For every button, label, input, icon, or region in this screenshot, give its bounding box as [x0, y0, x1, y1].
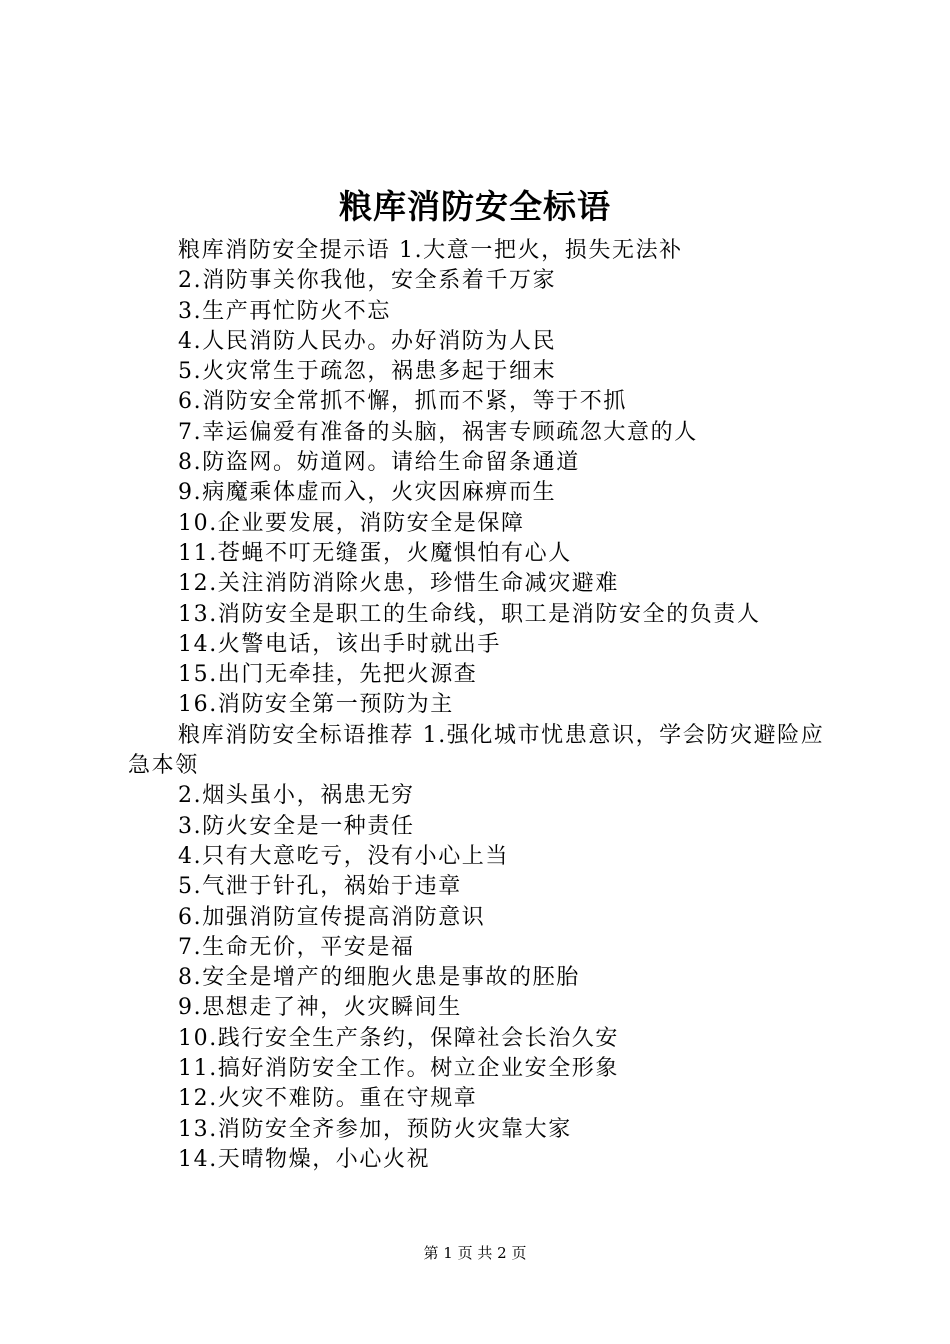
list-item: 12.火灾不难防。重在守规章: [178, 1086, 478, 1112]
list-item: 6.消防安全常抓不懈，抓而不紧，等于不抓: [178, 389, 627, 415]
list-item: 12.关注消防消除火患，珍惜生命减灾避难: [178, 571, 619, 597]
list-item: 7.生命无价，平安是福: [178, 934, 415, 960]
list-item: 10.践行安全生产条约，保障社会长治久安: [178, 1025, 619, 1051]
list-item: 10.企业要发展，消防安全是保障: [178, 510, 525, 536]
list-item: 4.只有大意吃亏，没有小心上当: [178, 843, 509, 869]
list-item: 5.气泄于针孔，祸始于违章: [178, 874, 462, 900]
page-title: 粮库消防安全标语: [339, 187, 611, 226]
list-item: 13.消防安全是职工的生命线，职工是消防安全的负责人: [178, 601, 761, 627]
list-item: 粮库消防安全提示语 1.大意一把火，损失无法补: [178, 238, 683, 263]
list-item: 7.幸运偏爱有准备的头脑，祸害专顾疏忽大意的人: [178, 419, 698, 445]
document-body: [128, 236, 838, 1175]
list-item: 6.加强消防宣传提高消防意识: [178, 904, 486, 930]
list-item: 9.病魔乘体虚而入，火灾因麻痹而生: [178, 480, 557, 506]
list-item: 14.火警电话，该出手时就出手: [178, 631, 501, 657]
list-item: 8.安全是增产的细胞火患是事故的胚胎: [178, 965, 580, 991]
list-item: 2.烟头虽小，祸患无穷: [178, 783, 415, 809]
list-item: 8.防盗网。妨道网。请给生命留条通道: [178, 450, 580, 476]
list-item: 11.搞好消防安全工作。树立企业安全形象: [178, 1056, 619, 1082]
list-item: 13.消防安全齐参加，预防火灾靠大家: [178, 1116, 572, 1142]
list-item: 5.火灾常生于疏忽，祸患多起于细末: [178, 359, 557, 385]
list-item: 4.人民消防人民办。办好消防为人民: [178, 328, 557, 354]
list-item: 2.消防事关你我他，安全系着千万家: [178, 268, 557, 294]
page-footer: 第 1 页 共 2 页: [423, 1244, 527, 1262]
list-item: 3.防火安全是一种责任: [178, 813, 415, 839]
list-item: 16.消防安全第一预防为主: [178, 692, 454, 718]
list-item: 11.苍蝇不叮无缝蛋，火魔惧怕有心人: [178, 540, 572, 566]
list-item: 14.天晴物燥，小心火祝: [178, 1146, 431, 1172]
list-item: 15.出门无牵挂，先把火源查: [178, 662, 478, 688]
list-item: 9.思想走了神，火灾瞬间生: [178, 995, 462, 1021]
section-intro: 粮库消防安全标语推荐 1.强化城市忧患意识，学会防灾避险应急本领: [128, 722, 825, 779]
list-item: 3.生产再忙防火不忘: [178, 298, 391, 324]
